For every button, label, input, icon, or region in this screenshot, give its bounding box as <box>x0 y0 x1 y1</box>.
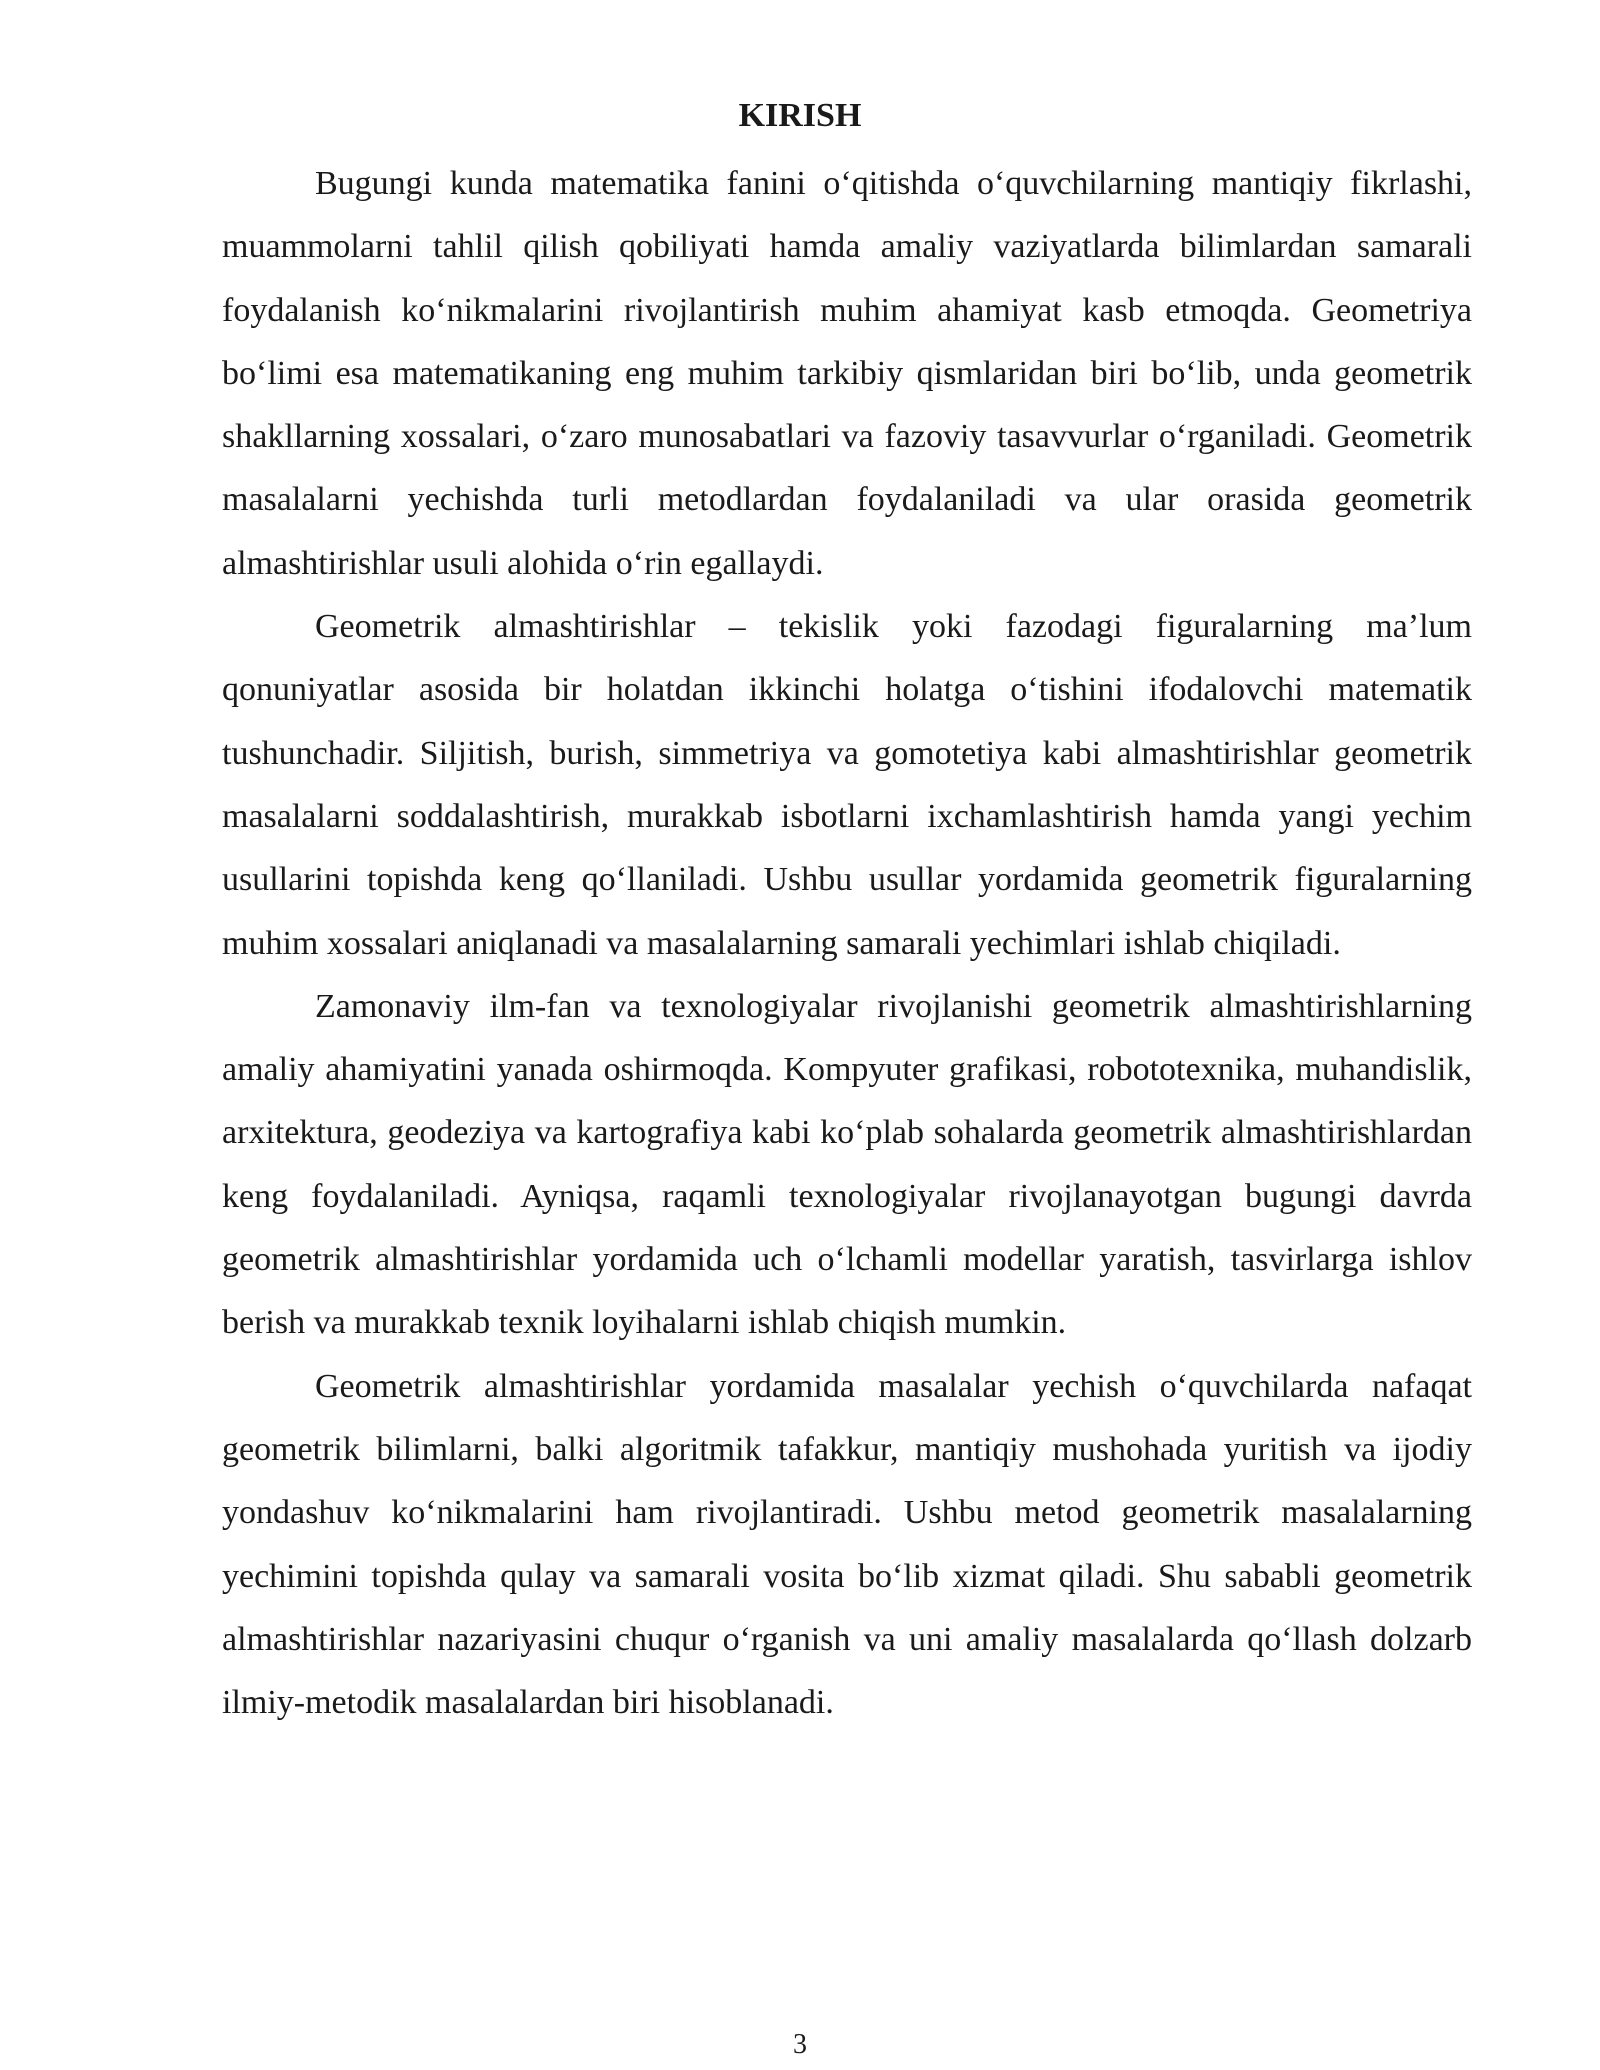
page-number: 3 <box>793 2029 807 2060</box>
paragraph: Bugungi kunda matematika fanini o‘qitishda o‘quvchilarning mantiqiy fikrlashi, muammolarni tahlil qilish qobiliyati hamda amaliy vaziyatlarda bilimlardan samarali foydalanish ko‘nikmalarini rivojlantirish muhim ahamiyat kasb etmoqda. Geometriya bo‘limi esa matematikaning eng muhim tarkibiy qismlaridan biri bo‘lib, unda geometrik shakllarning xossalari, o‘zaro munosabatlari va fazoviy tasavvurlar o‘rganiladi. Geometrik masalalarni yechishda turli metodlardan foydalaniladi va ular orasida geometrik almashtirishlar usuli alohida o‘rin egallaydi. <box>222 165 1472 582</box>
paragraph: Geometrik almashtirishlar – tekislik yoki fazodagi figuralarning ma’lum qonuniyatlar asosida bir holatdan ikkinchi holatga o‘tishini ifodalovchi matematik tushunchadir. Siljitish, burish, simmetriya va gomotetiya kabi almashtirishlar geometrik masalalarni soddalashtirish, murakkab isbotlarni ixchamlashtirish hamda yangi yechim usullarini topishda keng qo‘llaniladi. Ushbu usullar yordamida geometrik figuralarning muhim xossalari aniqlanadi va masalalarning samarali yechimlari ishlab chiqiladi. <box>222 608 1472 962</box>
section-heading: KIRISH <box>738 97 862 134</box>
paragraph: Geometrik almashtirishlar yordamida masalalar yechish o‘quvchilarda nafaqat geometrik bilimlarni, balki algoritmik tafakkur, mantiqiy mushohada yuritish va ijodiy yondashuv ko‘nikmalarini ham rivojlantiradi. Ushbu metod geometrik masalalarning yechimini topishda qulay va samarali vosita bo‘lib xizmat qiladi. Shu sababli geometrik almashtirishlar nazariyasini chuqur o‘rganish va uni amaliy masalalarda qo‘llash dolzarb ilmiy-metodik masalalardan biri hisoblanadi. <box>222 1367 1472 1722</box>
paragraph: Zamonaviy ilm-fan va texnologiyalar rivojlanishi geometrik almashtirishlarning amaliy ahamiyatini yanada oshirmoqda. Kompyuter grafikasi, robototexnika, muhandislik, arxitektura, geodeziya va kartografiya kabi ko‘plab sohalarda geometrik almashtirishlardan keng foydalaniladi. Ayniqsa, raqamli texnologiyalar rivojlanayotgan bugungi davrda geometrik almashtirishlar yordamida uch o‘lchamli modellar yaratish, tasvirlarga ishlov berish va murakkab texnik loyihalarni ishlab chiqish mumkin. <box>222 987 1472 1342</box>
document-body <box>222 152 1472 1734</box>
